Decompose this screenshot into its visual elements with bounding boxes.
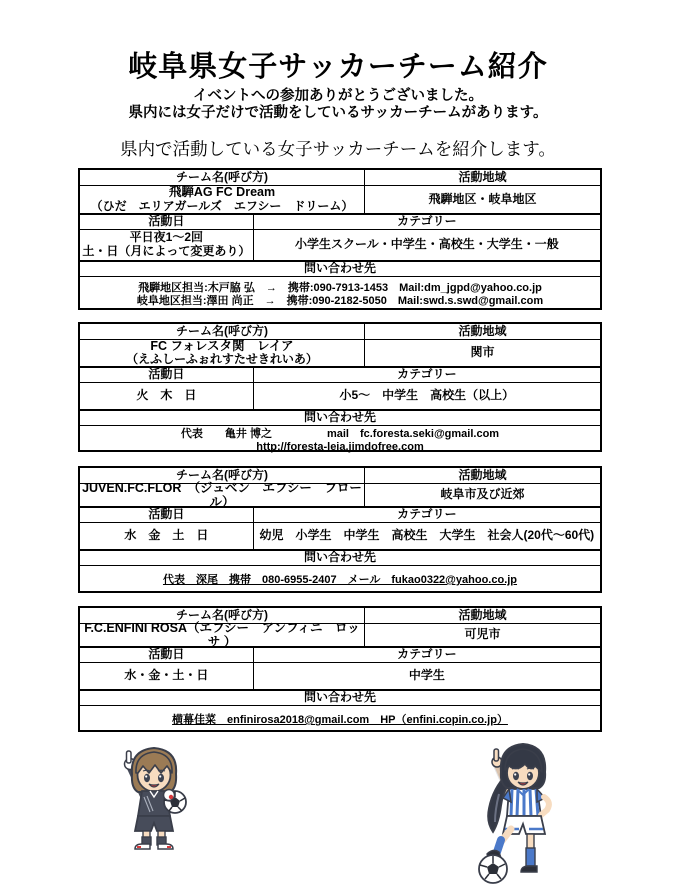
page-subtitle xyxy=(0,88,676,122)
contact-info xyxy=(80,567,600,594)
team-table-fc-foresta-seki-leia xyxy=(78,322,602,452)
contact-line-2: 岐阜地区担当:澤田 尚正 → 携帯:090-2182-5050 Mail:swd.s.swd@gmail.com xyxy=(136,295,544,307)
team-name-line2: （ひだ エリアガールズ エフシー ドリーム） xyxy=(90,198,354,213)
region-header: 活動地域 xyxy=(458,467,507,482)
contact-line-1: 代表 亀井 博之 mail fc.foresta.seki@gmail.com xyxy=(180,427,500,440)
region-value: 関市 xyxy=(470,345,495,360)
days-value: 火 木 日 xyxy=(80,383,254,409)
page-title: 岐阜県女子サッカーチーム紹介 xyxy=(128,51,548,83)
days-header: 活動日 xyxy=(80,648,254,662)
region-header: 活動地域 xyxy=(458,607,507,622)
team-name-line1: 飛騨AG FC Dream xyxy=(168,185,276,200)
days-header: 活動日 xyxy=(80,368,254,382)
region-header: 活動地域 xyxy=(458,323,507,338)
contact-link[interactable]: 横幕佳菜 enfinirosa2018@gmail.com HP（enfini.copin.co.jp） xyxy=(172,714,508,727)
category-value: 幼児 小学生 中学生 高校生 大学生 社会人(20代～60代) xyxy=(259,528,595,543)
intro-line: 県内で活動している女子サッカーチームを紹介します。 xyxy=(120,139,556,159)
team-name-value: F.C.ENFINI ROSA（エフシー アンフィニ ロッサ ） xyxy=(80,624,365,646)
days-header: 活動日 xyxy=(80,508,254,522)
contact-info xyxy=(80,707,600,734)
region-header: 活動地域 xyxy=(458,169,507,184)
contact-header: 問い合わせ先 xyxy=(303,261,376,276)
contact-header: 問い合わせ先 xyxy=(303,550,376,565)
team-table-hida-ag-fc-dream xyxy=(78,168,602,310)
category-header: カテゴリー xyxy=(397,367,457,382)
team-table-fc-enfini-rosa xyxy=(78,606,602,732)
category-header: カテゴリー xyxy=(397,507,457,522)
days-value: 水・金・土・日 xyxy=(80,663,254,689)
contact-line-1: 飛騨地区担当:木戸脇 弘 → 携帯:090-7913-1453 Mail:dm_jgpd@yahoo.co.jp xyxy=(138,282,542,295)
team-name-value xyxy=(80,186,365,213)
team-name-header: チーム名(呼び方) xyxy=(80,170,365,185)
category-header: カテゴリー xyxy=(397,647,457,662)
region-value: 岐阜市及び近郊 xyxy=(440,487,525,502)
team-name-header: チーム名(呼び方) xyxy=(80,608,365,623)
days-line1: 平日夜1～2回 xyxy=(129,230,204,245)
contact-website-link[interactable]: http://foresta-leia.jimdofree.com xyxy=(256,440,424,453)
category-value: 小学生スクール・中学生・高校生・大学生・一般 xyxy=(294,237,559,252)
contact-info xyxy=(80,427,600,454)
contact-header: 問い合わせ先 xyxy=(303,690,376,705)
contact-header: 問い合わせ先 xyxy=(303,410,376,425)
category-value: 中学生 xyxy=(408,668,445,683)
team-table-juven-fc-flor xyxy=(78,466,602,593)
team-name-header: チーム名(呼び方) xyxy=(80,468,365,483)
days-line2: 土・日（月によって変更あり） xyxy=(82,244,251,258)
region-value: 飛騨地区・岐阜地区 xyxy=(428,191,537,206)
team-name-header: チーム名(呼び方) xyxy=(80,324,365,339)
days-header: 活動日 xyxy=(80,215,254,229)
region-value: 可児市 xyxy=(464,627,501,642)
soccer-girl-dark-kit-illustration xyxy=(103,740,205,852)
subtitle-line-1: イベントへの参加ありがとうございました。 xyxy=(193,88,483,104)
soccer-girl-striped-kit-illustration xyxy=(459,736,587,884)
team-name-line1: FC フォレスタ関 レイア xyxy=(150,338,294,353)
days-value: 水 金 土 日 xyxy=(80,523,254,549)
days-value xyxy=(80,230,254,260)
contact-link[interactable]: 代表 深尾 携帯 080-6955-2407 メール fukao0322@yahoo.co.jp xyxy=(162,574,518,587)
category-value: 小5～ 中学生 高校生（以上） xyxy=(339,388,515,403)
category-header: カテゴリー xyxy=(397,214,457,229)
team-name-line2: （えふしーふぉれすたせきれいあ） xyxy=(126,352,318,367)
team-name-value: JUVEN.FC.FLOR （ジュベン エフシー フロール） xyxy=(80,484,365,506)
team-name-value xyxy=(80,340,365,366)
contact-info xyxy=(80,278,600,312)
subtitle-line-2: 県内には女子だけで活動をしているサッカーチームがあります。 xyxy=(128,105,548,121)
